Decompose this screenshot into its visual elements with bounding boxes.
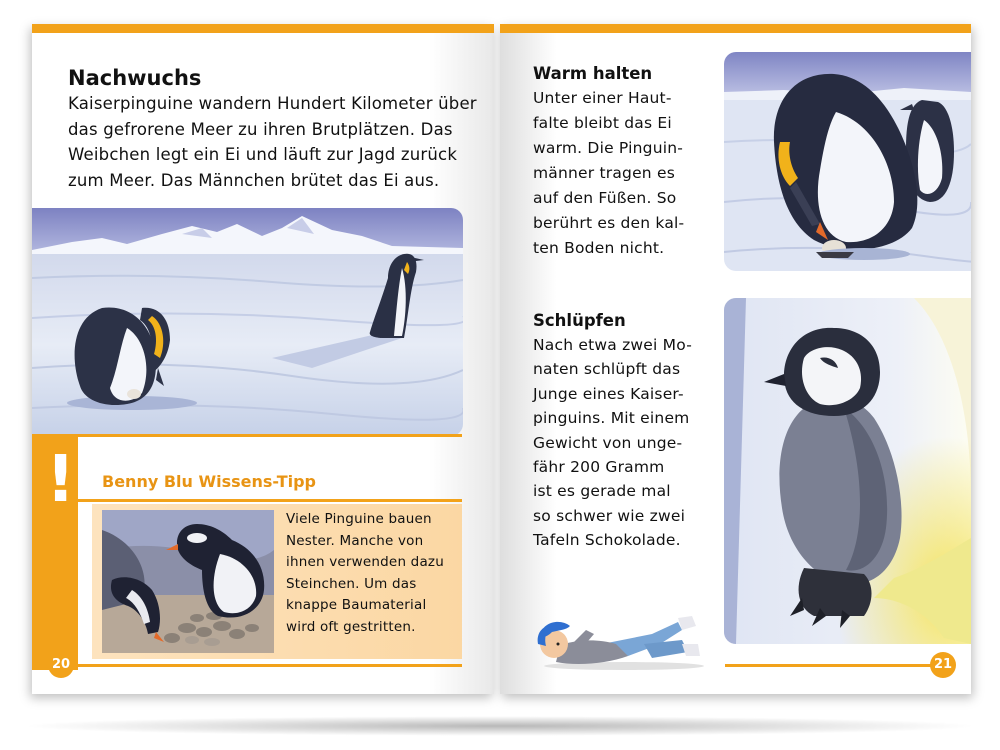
text-line: wird oft gestritten. — [286, 618, 416, 635]
top-accent-bar — [500, 24, 971, 33]
text-line: fähr 200 Gramm — [533, 458, 665, 477]
text-line: Steinchen. Um das — [286, 575, 417, 592]
text-line: ten Boden nicht. — [533, 239, 665, 257]
heading-warm-halten: Warm halten — [533, 64, 653, 83]
text-line: Gewicht von unge- — [533, 433, 683, 452]
text-line: ihnen verwenden dazu — [286, 554, 444, 570]
page-number-right: 21 — [930, 652, 956, 678]
text-line: knappe Baumaterial — [286, 597, 427, 613]
text-line: Unter einer Haut- — [533, 89, 672, 107]
text-line: pinguins. Mit einem — [533, 409, 690, 428]
text-line: Nester. Manche von — [286, 532, 424, 549]
text-line: zum Meer. Das Männchen brütet das Ei aus. — [68, 170, 440, 190]
text-line: das gefrorene Meer zu ihren Brutplätzen. Das — [68, 119, 453, 139]
bottom-accent-line — [725, 664, 945, 667]
intro-paragraph — [68, 91, 488, 193]
text-line: auf den Füßen. So — [533, 189, 677, 207]
text-line: Tafeln Schokolade. — [533, 531, 681, 550]
bottom-accent-line — [72, 664, 462, 667]
illustration-emperor-penguins-ice — [32, 208, 463, 436]
heading-nachwuchs: Nachwuchs — [68, 66, 202, 90]
exclamation-icon: ! — [46, 443, 76, 517]
illustration-benny-blu — [532, 604, 712, 672]
text-line: falte bleibt das Ei — [533, 114, 672, 132]
warm-halten-paragraph — [533, 86, 713, 261]
tip-top-line — [78, 434, 462, 437]
tip-divider-line — [78, 499, 462, 502]
text-line: Weibchen legt ein Ei und läuft zur Jagd zurück — [68, 145, 458, 164]
page-number-left: 20 — [48, 652, 74, 678]
illustration-penguin-warming-egg — [724, 52, 971, 271]
schluepfen-paragraph — [533, 333, 718, 553]
text-line: Kaiserpinguine wandern Hundert Kilometer über — [68, 94, 477, 113]
text-line: Junge eines Kaiser- — [533, 384, 684, 403]
text-line: ist es gerade mal — [533, 482, 671, 501]
text-line: warm. Die Pinguin- — [533, 139, 684, 157]
text-line: so schwer wie zwei — [533, 506, 686, 525]
text-line: berührt es den kal- — [533, 214, 685, 232]
text-line: männer tragen es — [533, 164, 675, 182]
illustration-emperor-chick — [724, 298, 971, 644]
top-accent-bar — [32, 24, 494, 33]
page-right — [500, 24, 971, 694]
tip-title: Benny Blu Wissens-Tipp — [102, 472, 317, 491]
text-line: Nach etwa zwei Mo- — [533, 336, 693, 354]
illustration-gentoo-penguins-nest — [102, 510, 274, 653]
page-left — [32, 24, 494, 694]
text-line: Viele Pinguine bauen — [286, 511, 432, 527]
text-line: naten schlüpft das — [533, 360, 681, 379]
book-shadow — [20, 716, 980, 736]
tip-paragraph — [286, 509, 461, 638]
heading-schluepfen: Schlüpfen — [533, 311, 626, 330]
